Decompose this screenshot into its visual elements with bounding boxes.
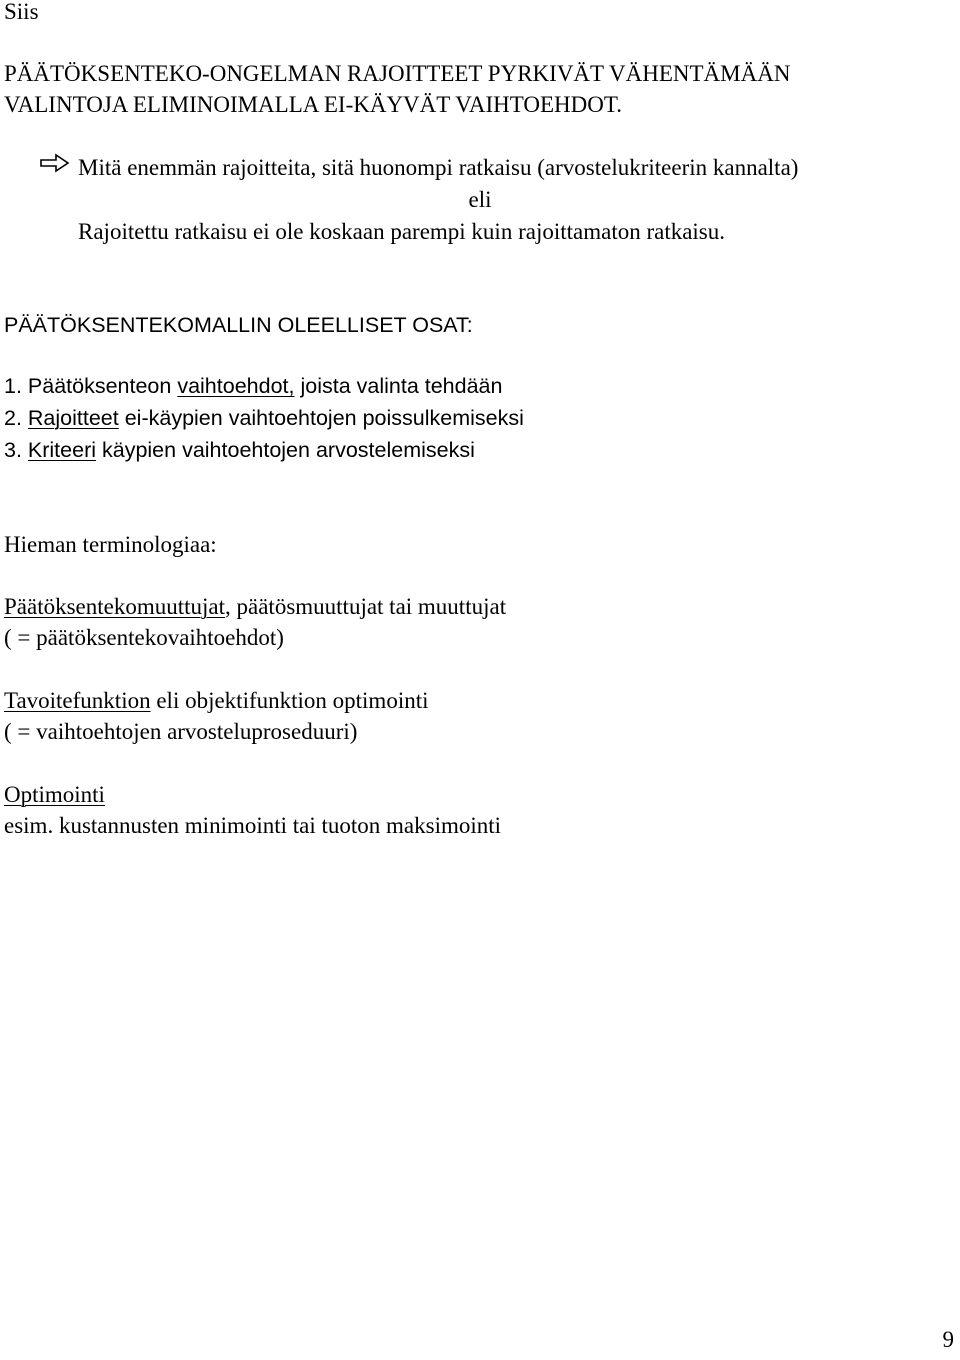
model-item-1 — [4, 374, 502, 400]
term-entry-2 — [4, 687, 429, 715]
term-entry-3 — [4, 781, 105, 809]
model-item-2 — [4, 406, 524, 432]
model-item-2-prefix: 2. — [4, 406, 28, 430]
heading-line-2: VALINTOJA ELIMINOIMALLA EI-KÄYVÄT VAIHTOEHDOT. — [4, 92, 622, 117]
outline-right-arrow-icon — [40, 153, 70, 173]
term-entry-1 — [4, 593, 506, 621]
term-entry-2-term: Tavoitefunktion — [4, 688, 151, 713]
model-section-title: PÄÄTÖKSENTEKOMALLIN OLEELLISET OSAT: — [4, 313, 473, 337]
model-item-1-rest: joista valinta tehdään — [294, 374, 503, 398]
heading-line-1: PÄÄTÖKSENTEKO-ONGELMAN RAJOITTEET PYRKIVÄT VÄHENTÄMÄÄN — [4, 61, 791, 86]
term-entry-1-rest: , päätösmuuttujat tai muuttujat — [225, 594, 507, 619]
model-item-2-rest: ei-käypien vaihtoehtojen poissulkemiseksi — [118, 406, 524, 430]
model-item-1-term: vaihtoehdot, — [177, 374, 295, 398]
model-item-3 — [4, 438, 475, 464]
term-entry-3-term: Optimointi — [4, 782, 105, 807]
model-item-3-rest: käypien vaihtoehtojen arvostelemiseksi — [96, 438, 475, 462]
term-entry-2-rest: eli objektifunktion optimointi — [150, 688, 429, 713]
term-entry-2-note: ( = vaihtoehtojen arvosteluproseduuri) — [4, 719, 358, 744]
model-item-3-prefix: 3. — [4, 438, 28, 462]
model-item-3-term: Kriteeri — [27, 438, 97, 462]
term-entry-1-term: Päätöksentekomuuttujat — [4, 594, 226, 619]
model-item-1-prefix: 1. Päätöksenteon — [4, 374, 178, 398]
model-item-2-term: Rajoitteet — [27, 406, 119, 430]
page-number: 9 — [942, 1327, 954, 1352]
implication-line-3: Rajoitettu ratkaisu ei ole koskaan parempi kuin rajoittamaton ratkaisu. — [78, 219, 726, 244]
implication-line-1: Mitä enemmän rajoitteita, sitä huonompi ratkaisu (arvostelukriteerin kannalta) — [78, 155, 799, 180]
term-entry-3-note: esim. kustannusten minimointi tai tuoton maksimointi — [4, 813, 502, 838]
term-entry-1-note: ( = päätöksentekovaihtoehdot) — [4, 625, 284, 650]
implication-connector: eli — [468, 187, 492, 212]
top-word: Siis — [4, 0, 39, 24]
terminology-title: Hieman terminologiaa: — [4, 532, 217, 557]
